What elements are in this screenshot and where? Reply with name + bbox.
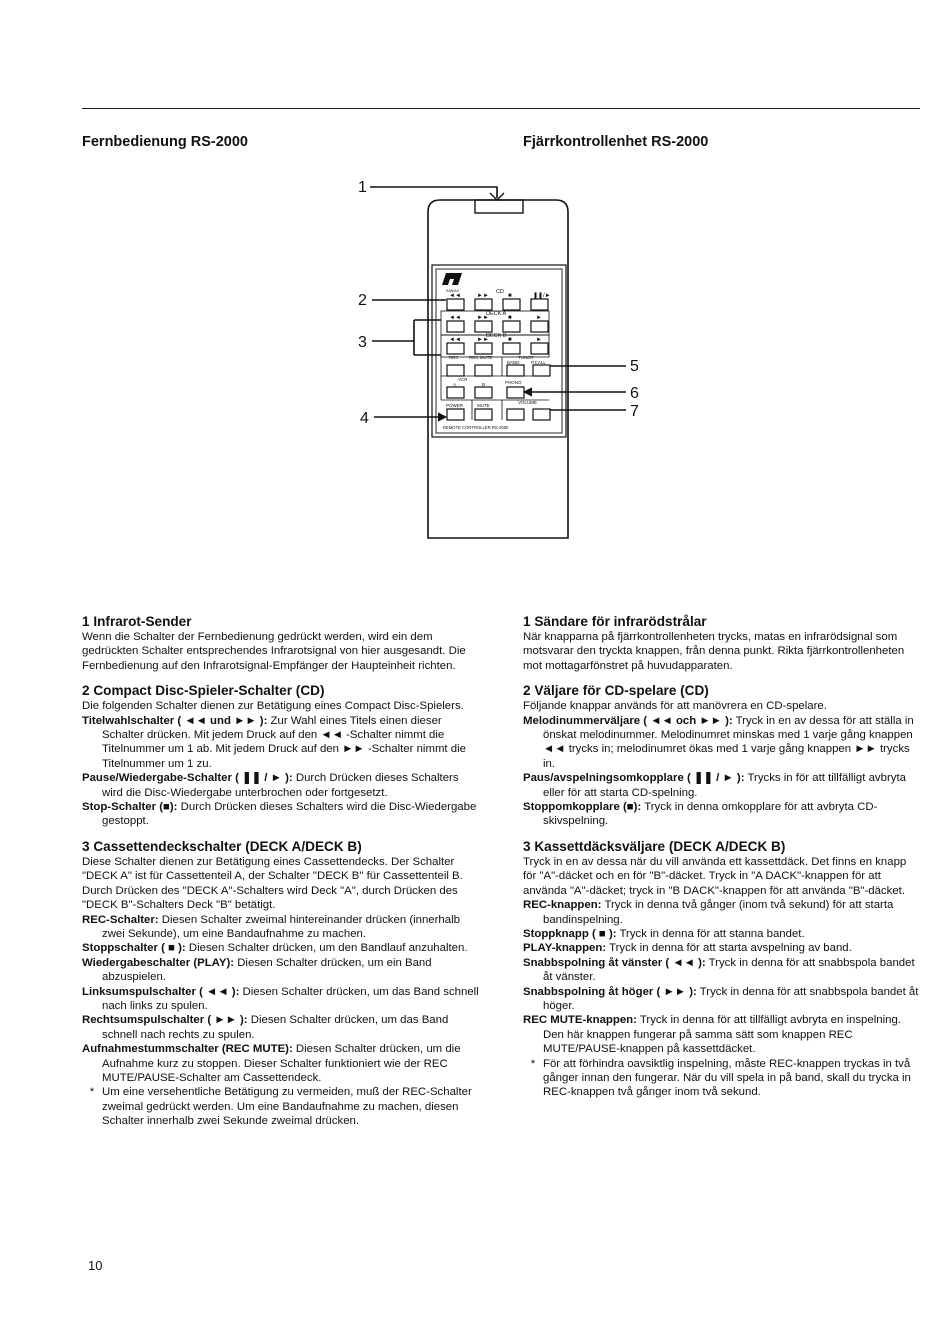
panel-label-model: REMOTE CONTROLLER RS-2000	[443, 425, 509, 430]
definition-item: Snabbspolning åt höger ( ►► ): Tryck in denna för att snabbspola bandet åt höger.	[523, 985, 919, 1012]
panel-label-deck-b: DECK B	[486, 333, 507, 339]
section-title: 1 Infrarot-Sender	[82, 614, 192, 629]
definition-item: Titelwahlschalter ( ◄◄ und ►► ): Zur Wahl eines Titels einen dieser Schalter drücken. Mit jedem Druck auf den ◄◄ -Schalter nimmt die Titelnummer um 1 ab. Mit jedem Druck auf den ►► -Schalter nimmt die Titelnummer um 1 zu.	[82, 714, 466, 770]
panel-label-mute: MUTE	[477, 403, 490, 408]
swedish-section-1	[523, 614, 921, 673]
german-column	[82, 614, 480, 1139]
svg-text:►►: ►►	[477, 337, 489, 343]
svg-text:►: ►	[536, 337, 542, 343]
callout-5: 5	[630, 358, 639, 375]
swedish-section-3	[523, 839, 921, 1100]
panel-label-volume: VOLUME	[518, 400, 538, 405]
definition-item: Linksumspulschalter ( ◄◄ ): Diesen Schalter drücken, um das Band schnell nach links zu spulen.	[82, 985, 479, 1012]
definition-item: PLAY-knappen: Tryck in denna för att starta avspelning av band.	[523, 942, 852, 955]
section-title: 2 Compact Disc-Spieler-Schalter (CD)	[82, 683, 325, 699]
section-body: Följande knappar används för att manövrera en CD-spelare.	[523, 700, 827, 713]
section-body: Diese Schalter dienen zur Betätigung eines Cassettendecks. Der Schalter "DECK A" ist für Cassettenteil A, der Schalter "DECK B" für Cassettenteil B. Durch Drücken des "DECK A"-Schalters wird Deck "A", durch Drücken des "DECK B"-Schalters Deck "B" betätigt.	[82, 855, 463, 912]
callout-4: 4	[360, 410, 369, 427]
panel-label-cd: CD	[496, 289, 504, 295]
callout-3: 3	[358, 334, 367, 351]
panel-label-deck-a: DECK A	[486, 311, 507, 317]
brand-logo	[442, 273, 462, 285]
section-body: Wenn die Schalter der Fernbedienung gedrückt werden, wird ein dem gedrückten Schalter entsprechendes Infrarotsignal von hier ausgesandt. Die Fernbedienung auf den Infrarotsignal-Empfänger der Haupteinheit richten.	[82, 631, 466, 672]
definition-item: Stop-Schalter (■): Durch Drücken dieses Schalters wird die Disc-Wiedergabe gestoppt.	[82, 801, 477, 828]
svg-text:◄◄: ◄◄	[449, 337, 461, 343]
svg-text:►►: ►►	[477, 315, 489, 321]
definition-item: Aufnahmestummschalter (REC MUTE): Diesen Schalter drücken, um die Aufnahme kurz zu stoppen. Dieser Schalter funktioniert wie der REC MUTE/PAUSE-Schalter am Cassettendeck.	[82, 1043, 461, 1084]
definition-item: Snabbspolning åt vänster ( ◄◄ ): Tryck in denna för att snabbspola bandet åt vänster.	[523, 956, 915, 984]
brand-small-label: SANSUI	[446, 289, 460, 293]
section-title: 1 Sändare för infrarödstrålar	[523, 614, 707, 629]
panel-label-vcr-a: A	[453, 382, 457, 387]
german-section-3	[82, 839, 480, 1129]
section-body: Die folgenden Schalter dienen zur Betätigung eines Compact Disc-Spielers.	[82, 700, 464, 713]
section-body: Tryck in en av dessa när du vill använda ett kassettdäck. Det finns en knapp för "A"-däcket och en för "B"-däcket. Tryck in "A DACK"-knappen för att använda "A"-däcket; tryck in "B DACK"-knappen för att använda "B"-däcket.	[523, 855, 907, 897]
svg-text:❚❚/►: ❚❚/►	[533, 293, 551, 299]
panel-label-vcr-b: B	[482, 382, 486, 387]
svg-text:■: ■	[508, 293, 512, 299]
panel-label-pcall: P.CALL	[531, 360, 546, 365]
section-body: När knapparna på fjärrkontrollenheten trycks, matas en infrarödsignal som motsvarar den tryckta knappen, från denna punkt. Rikta fjärrkontrollenheten mot mottagarfönstret på huvudapparaten.	[523, 631, 905, 672]
definition-item: Stoppknapp ( ■ ): Tryck in denna för att stanna bandet.	[523, 927, 805, 940]
page-number: 10	[88, 1258, 103, 1273]
panel-label-tuner: TUNER	[518, 355, 534, 360]
german-section-1	[82, 614, 480, 673]
note-item: * Um eine versehentliche Betätigung zu vermeiden, muß der REC-Schalter zweimal gedrückt werden. Um eine Bandaufnahme zu machen, diesen Schalter innerhalb zwei Sekunde zweimal drücken.	[89, 1086, 472, 1128]
section-title: 3 Kassettdäcksväljare (DECK A/DECK B)	[523, 838, 786, 854]
infrared-window	[475, 200, 523, 213]
german-section-2	[82, 683, 480, 829]
definition-item: Wiedergabeschalter (PLAY): Diesen Schalter drücken, um ein Band abzuspielen.	[82, 956, 432, 984]
svg-text:►: ►	[536, 315, 542, 321]
panel-label-rec: REC	[449, 355, 459, 360]
definition-item: Rechtsumspulschalter ( ►► ): Diesen Schalter drücken, um das Band schnell nach rechts zu spulen.	[82, 1014, 449, 1041]
panel-label-power: POWER	[446, 403, 464, 408]
callout-6: 6	[630, 385, 639, 402]
note-item: * För att förhindra oavsiktlig inspelning, måste REC-knappen tryckas in två gånger innan den fungerar. När du vill spela in på band, skall du trycka in REC-knappen två gånger inom två sekund.	[530, 1057, 911, 1099]
panel-label-rec-mute: REC MUTE	[469, 355, 493, 360]
svg-text:■: ■	[508, 315, 512, 321]
definition-item: Stoppschalter ( ■ ): Diesen Schalter drücken, um den Bandlauf anzuhalten.	[82, 942, 468, 955]
swedish-column	[523, 614, 921, 1110]
definition-item: REC MUTE-knappen: Tryck in denna för att tillfälligt avbryta en inspelning. Den här knappen fungerar på samma sätt som knappen REC MUTE/PAUSE-knappen på kassettdäcket.	[523, 1014, 901, 1056]
callout-2: 2	[358, 292, 367, 309]
panel-label-phono: PHONO	[505, 380, 522, 385]
definition-item: REC-Schalter: Diesen Schalter zweimal hintereinander drücken (innerhalb zwei Sekunde), um eine Bandaufnahme zu machen.	[82, 913, 460, 940]
svg-text:◄◄: ◄◄	[449, 315, 461, 321]
svg-text:◄◄: ◄◄	[449, 293, 461, 299]
panel-label-vcr: VCR	[458, 377, 468, 382]
svg-text:►►: ►►	[477, 293, 489, 299]
definition-item: Melodinummerväljare ( ◄◄ och ►► ): Tryck in en av dessa för att ställa in önskat melodinummer. Melodinumret minskas med 1 varje gång knappen ◄◄ trycks in; melodinumret ökas med 1 varje gång knappen ►► trycks in.	[523, 714, 914, 770]
section-title: 3 Cassettendeckschalter (DECK A/DECK B)	[82, 838, 362, 854]
definition-item: Paus/avspelningsomkopplare ( ❚❚ / ► ): Trycks in för att tillfälligt avbryta eller för att starta CD-spelning.	[523, 772, 906, 799]
header-title-german: Fernbedienung RS-2000	[82, 134, 248, 150]
callout-1: 1	[358, 179, 367, 196]
definition-item: Pause/Wiedergabe-Schalter ( ❚❚ / ► ): Durch Drücken dieses Schalters wird die Disc-Wiedergabe unterbrochen oder fortgesetzt.	[82, 772, 459, 799]
panel-label-band: BAND	[507, 360, 520, 365]
swedish-section-2	[523, 683, 921, 829]
section-title: 2 Väljare för CD-spelare (CD)	[523, 683, 709, 699]
callout-7: 7	[630, 403, 639, 420]
definition-item: Stoppomkopplare (■): Tryck in denna omkopplare för att avbryta CD-skivspelning.	[523, 801, 878, 828]
definition-item: REC-knappen: Tryck in denna två gånger (inom två sekund) för att starta bandinspelning.	[523, 899, 894, 926]
svg-text:■: ■	[508, 337, 512, 343]
header-title-swedish: Fjärrkontrollenhet RS-2000	[523, 134, 709, 150]
